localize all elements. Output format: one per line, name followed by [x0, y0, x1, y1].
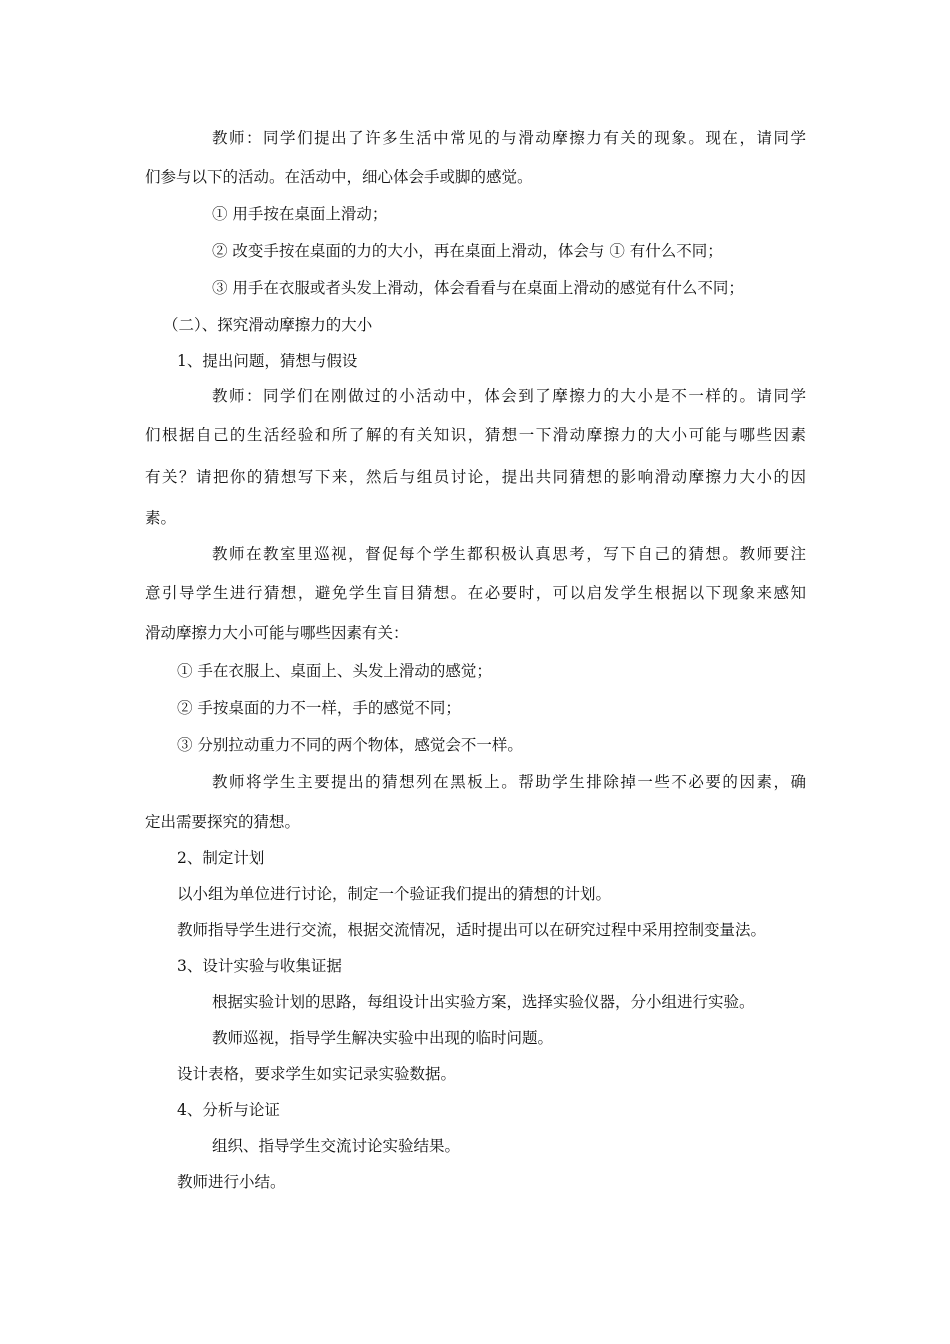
subsection-heading: 1、提出问题，猜想与假设: [177, 352, 358, 370]
list-item: ② 手按桌面的力不一样，手的感觉不同；: [177, 699, 461, 717]
paragraph-line: 根据实验计划的思路，每组设计出实验方案，选择实验仪器，分小组进行实验。: [212, 993, 755, 1011]
list-item: ② 改变手按在桌面的力的大小，再在桌面上滑动，体会与 ① 有什么不同；: [212, 242, 723, 260]
paragraph-line: 以小组为单位进行讨论，制定一个验证我们提出的猜想的计划。: [177, 885, 612, 903]
list-item: ③ 用手在衣服或者头发上滑动，体会看看与在桌面上滑动的感觉有什么不同；: [212, 279, 744, 297]
subsection-heading: 2、制定计划: [177, 849, 265, 867]
list-item: ① 用手按在桌面上滑动；: [212, 205, 388, 223]
list-item: ③ 分别拉动重力不同的两个物体，感觉会不一样。: [177, 736, 523, 754]
subsection-heading: 3、设计实验与收集证据: [177, 957, 342, 975]
paragraph-line: 教师：同学们在刚做过的小活动中，体会到了摩擦力的大小是不一样的。请同学: [212, 387, 806, 405]
list-item: ① 手在衣服上、桌面上、头发上滑动的感觉；: [177, 662, 492, 680]
paragraph-line: 教师进行小结。: [177, 1173, 286, 1191]
paragraph-line: 设计表格，要求学生如实记录实验数据。: [177, 1065, 457, 1083]
paragraph-line: 定出需要探究的猜想。: [145, 813, 301, 831]
paragraph-line: 们参与以下的活动。在活动中，细心体会手或脚的感觉。: [145, 168, 533, 186]
paragraph-line: 素。: [145, 509, 177, 527]
subsection-heading: 4、分析与论证: [177, 1101, 280, 1119]
paragraph-line: 组织、指导学生交流讨论实验结果。: [212, 1137, 461, 1155]
paragraph-line: 滑动摩擦力大小可能与哪些因素有关：: [145, 624, 409, 642]
paragraph-line: 教师：同学们提出了许多生活中常见的与滑动摩擦力有关的现象。现在，请同学: [212, 129, 806, 147]
paragraph-line: 们根据自己的生活经验和所了解的有关知识，猜想一下滑动摩擦力的大小可能与哪些因素: [145, 426, 806, 444]
paragraph-line: 教师在教室里巡视，督促每个学生都积极认真思考，写下自己的猜想。教师要注: [212, 545, 806, 563]
paragraph-line: 教师指导学生进行交流，根据交流情况，适时提出可以在研究过程中采用控制变量法。: [177, 921, 767, 939]
paragraph-line: 教师将学生主要提出的猜想列在黑板上。帮助学生排除掉一些不必要的因素，确: [212, 773, 806, 791]
section-heading: （二）、探究滑动摩擦力的大小: [163, 316, 373, 334]
paragraph-line: 意引导学生进行猜想，避免学生盲目猜想。在必要时，可以启发学生根据以下现象来感知: [145, 584, 806, 602]
paragraph-line: 有关？请把你的猜想写下来，然后与组员讨论，提出共同猜想的影响滑动摩擦力大小的因: [145, 468, 806, 486]
paragraph-line: 教师巡视，指导学生解决实验中出现的临时问题。: [212, 1029, 554, 1047]
